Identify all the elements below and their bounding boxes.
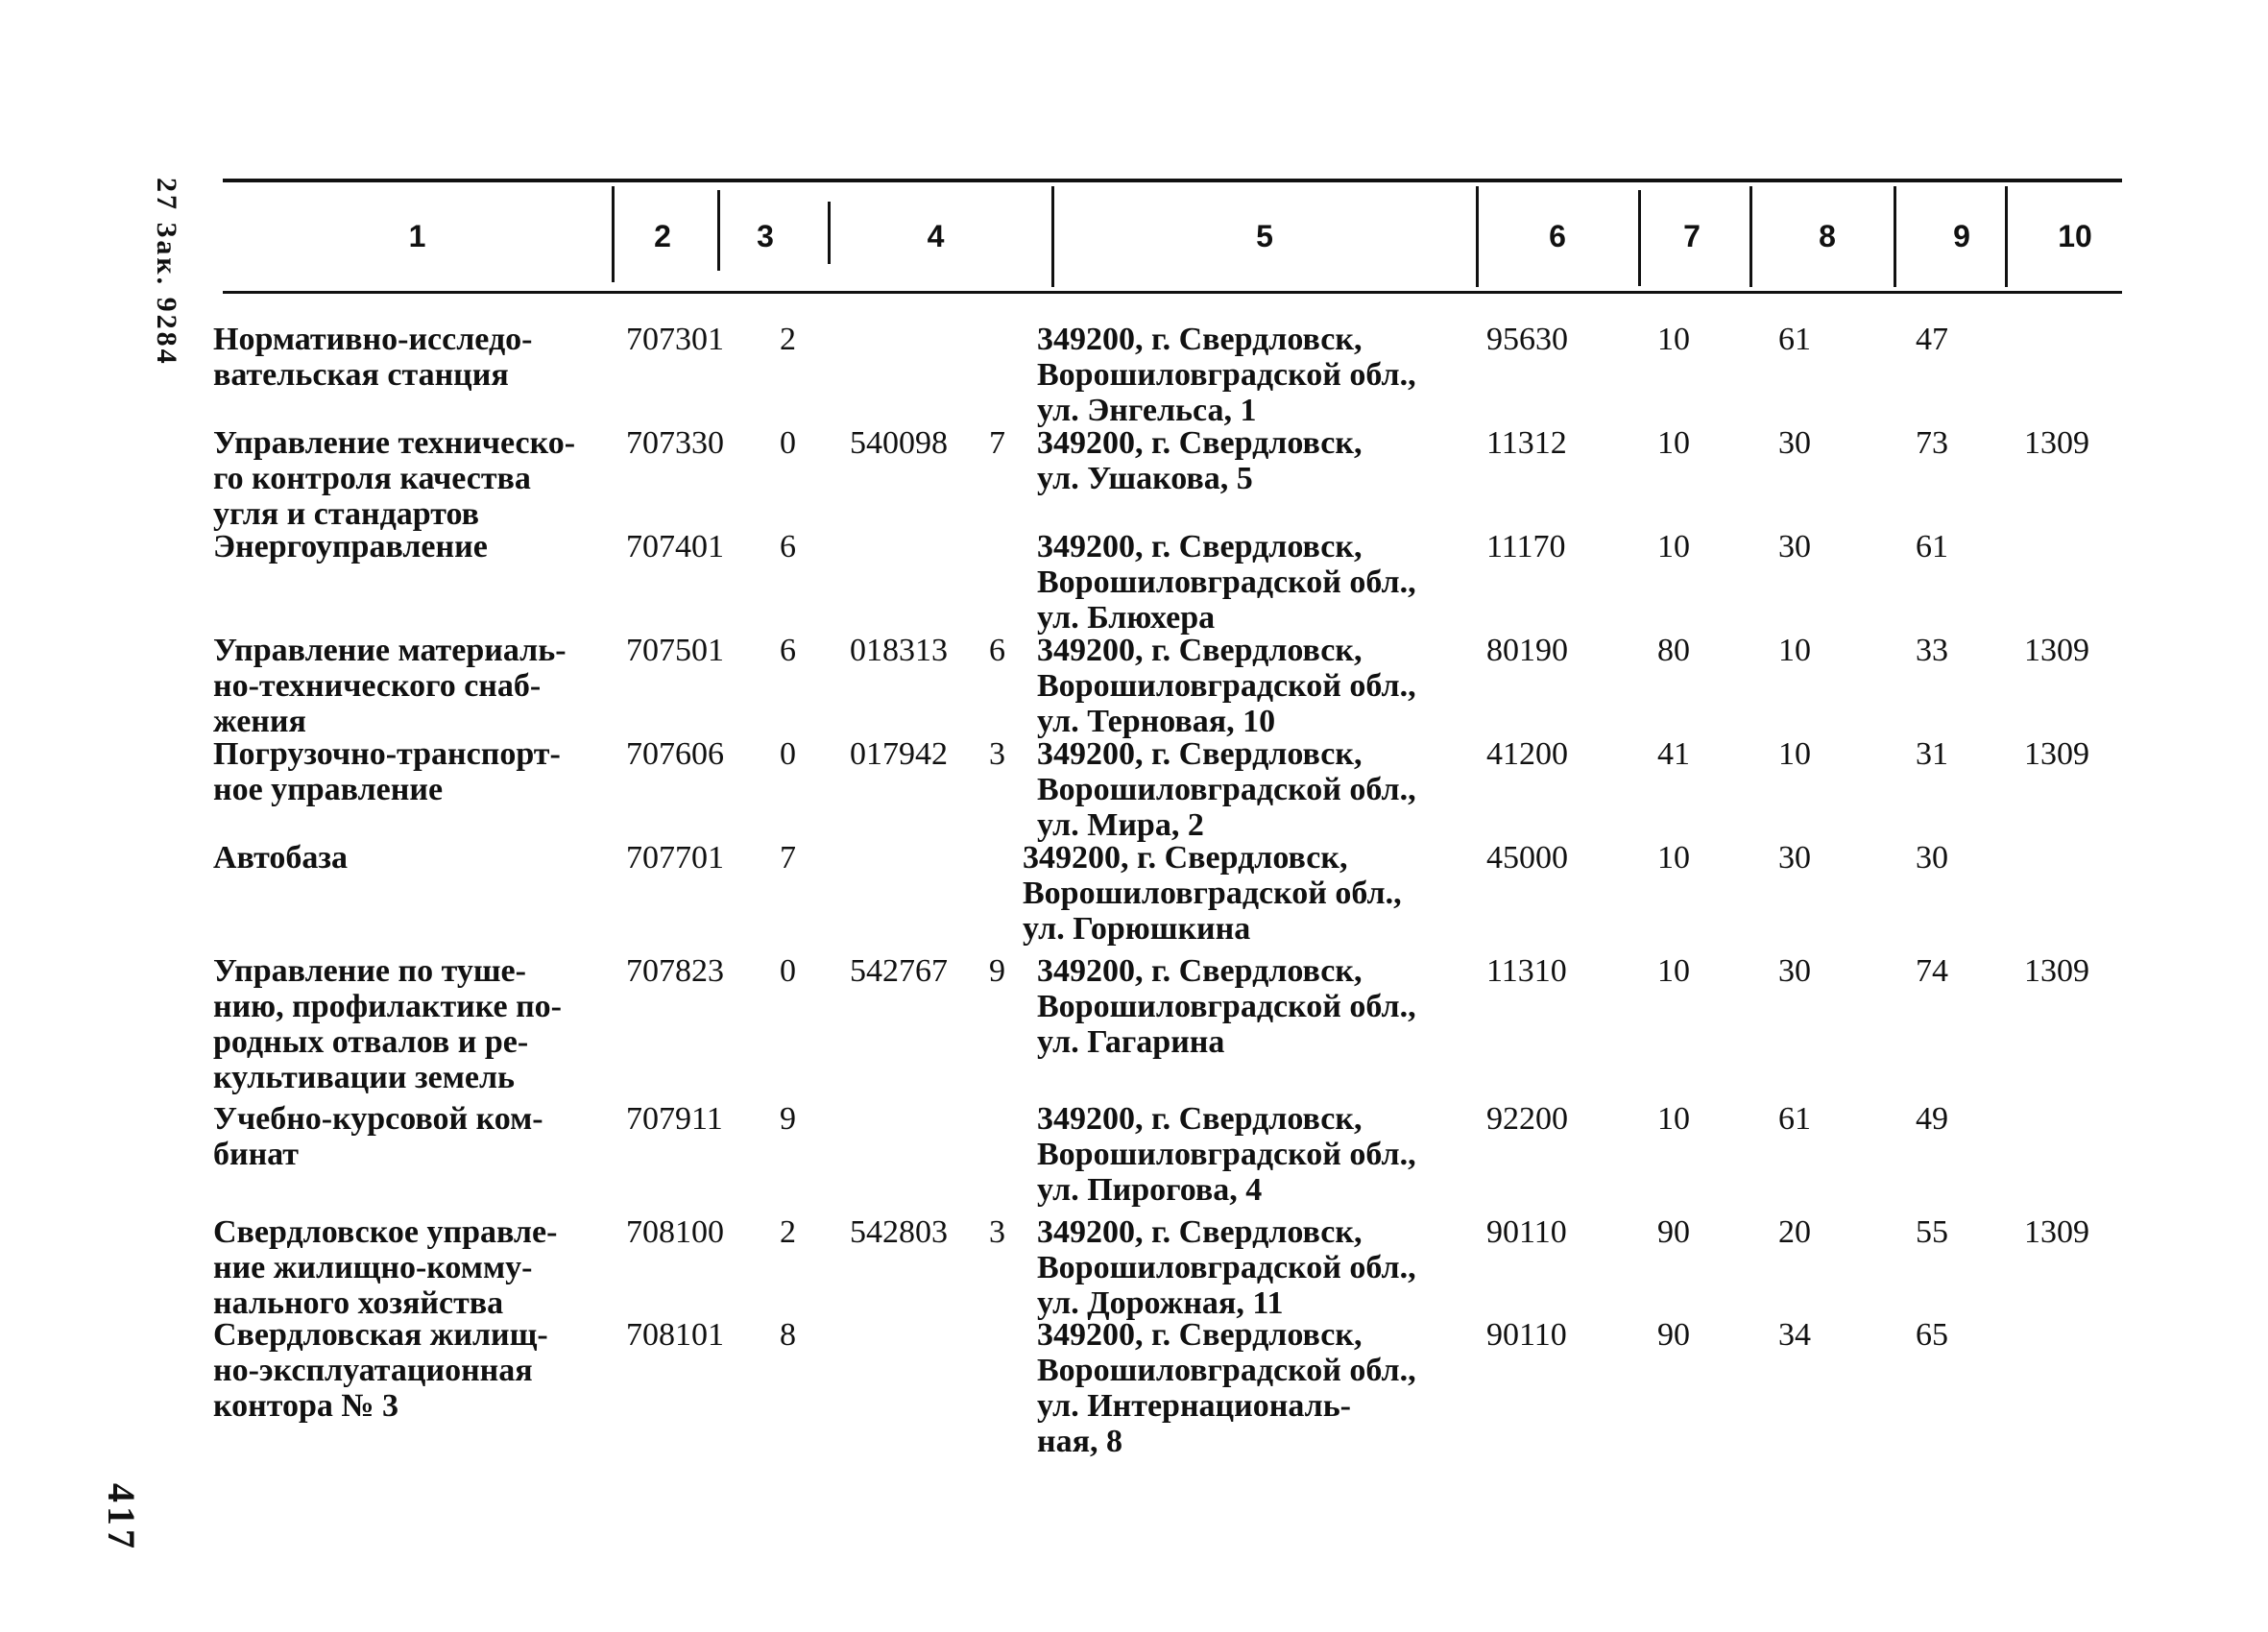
code-column-4: 017942	[850, 736, 948, 772]
address: 349200, г. Свердловск, Ворошиловградской обл., ул. Гагарина	[1037, 953, 1416, 1060]
code-column-8: 61	[1778, 322, 1811, 357]
address: 349200, г. Свердловск, Ворошиловградской обл., ул. Блюхера	[1037, 529, 1416, 636]
code-column-8: 30	[1778, 840, 1811, 876]
header-divider	[828, 202, 831, 264]
code-column-2: 707911	[626, 1101, 723, 1137]
code-column-6: 11170	[1486, 529, 1566, 564]
code-column-2: 708100	[626, 1214, 724, 1250]
header-divider	[1051, 186, 1054, 287]
code-column-4-digit: 7	[989, 425, 1005, 461]
table-row	[0, 1317, 2268, 1461]
header-col-7: 7	[1683, 219, 1701, 253]
organization-name: Нормативно-исследо- вательская станция	[213, 322, 533, 393]
code-column-9: 31	[1916, 736, 1948, 772]
address: 349200, г. Свердловск, Ворошиловградской обл., ул. Мира, 2	[1037, 736, 1416, 843]
code-column-2: 707606	[626, 736, 724, 772]
header-col-8: 8	[1819, 219, 1836, 253]
code-column-6: 45000	[1486, 840, 1568, 876]
code-column-9: 49	[1916, 1101, 1948, 1137]
organization-name: Свердловская жилищ- но-эксплуатационная контора № 3	[213, 1317, 548, 1424]
header-col-9: 9	[1953, 219, 1970, 253]
code-column-7: 10	[1657, 322, 1690, 357]
header-col-1: 1	[408, 219, 426, 253]
code-column-2: 707701	[626, 840, 724, 876]
code-column-8: 30	[1778, 953, 1811, 989]
code-column-4-digit: 9	[989, 953, 1005, 989]
address: 349200, г. Свердловск, ул. Ушакова, 5	[1037, 425, 1363, 496]
code-column-7: 10	[1657, 425, 1690, 461]
code-column-8: 10	[1778, 736, 1811, 772]
header-col-3: 3	[757, 219, 774, 253]
header-divider	[1894, 186, 1896, 287]
address: 349200, г. Свердловск, Ворошиловградской обл., ул. Энгельса, 1	[1037, 322, 1416, 428]
code-column-3: 0	[780, 953, 796, 989]
address: 349200, г. Свердловск, Ворошиловградской обл., ул. Пирогова, 4	[1037, 1101, 1416, 1208]
code-column-2: 708101	[626, 1317, 724, 1353]
code-column-7: 10	[1657, 840, 1690, 876]
code-column-6: 95630	[1486, 322, 1568, 357]
code-column-10: 1309	[2024, 736, 2089, 772]
table-row	[0, 1101, 2268, 1214]
table-row	[0, 840, 2268, 953]
code-column-7: 41	[1657, 736, 1690, 772]
code-column-10: 1309	[2024, 633, 2089, 668]
code-column-4-digit: 6	[989, 633, 1005, 668]
code-column-2: 707301	[626, 322, 724, 357]
code-column-4-digit: 3	[989, 1214, 1005, 1250]
code-column-9: 33	[1916, 633, 1948, 668]
table-row	[0, 633, 2268, 739]
code-column-9: 61	[1916, 529, 1948, 564]
code-column-10: 1309	[2024, 953, 2089, 989]
code-column-8: 34	[1778, 1317, 1811, 1353]
header-col-10: 10	[2058, 219, 2092, 253]
table-row	[0, 322, 2268, 428]
code-column-9: 73	[1916, 425, 1948, 461]
code-column-3: 2	[780, 1214, 796, 1250]
code-column-3: 8	[780, 1317, 796, 1353]
table-row	[0, 425, 2268, 532]
code-column-9: 74	[1916, 953, 1948, 989]
code-column-8: 30	[1778, 529, 1811, 564]
table-row	[0, 1214, 2268, 1321]
code-column-9: 65	[1916, 1317, 1948, 1353]
code-column-6: 80190	[1486, 633, 1568, 668]
header-divider	[2005, 186, 2008, 287]
address: 349200, г. Свердловск, Ворошиловградской обл., ул. Терновая, 10	[1037, 633, 1416, 739]
header-col-2: 2	[654, 219, 671, 253]
code-column-3: 6	[780, 633, 796, 668]
code-column-7: 90	[1657, 1317, 1690, 1353]
code-column-8: 30	[1778, 425, 1811, 461]
header-divider	[1749, 186, 1752, 287]
code-column-3: 7	[780, 840, 796, 876]
organization-name: Управление по туше- нию, профилактике по- родных отвалов и ре- культивации земель	[213, 953, 562, 1095]
code-column-2: 707330	[626, 425, 724, 461]
code-column-3: 0	[780, 736, 796, 772]
table-row	[0, 953, 2268, 1101]
organization-name: Управление техническо- го контроля качества угля и стандартов	[213, 425, 576, 532]
address: 349200, г. Свердловск, Ворошиловградской обл., ул. Дорожная, 11	[1037, 1214, 1416, 1321]
code-column-6: 90110	[1486, 1214, 1567, 1250]
code-column-3: 6	[780, 529, 796, 564]
organization-name: Энергоуправление	[213, 529, 488, 564]
header-col-6: 6	[1549, 219, 1566, 253]
code-column-4: 540098	[850, 425, 948, 461]
code-column-2: 707501	[626, 633, 724, 668]
code-column-6: 41200	[1486, 736, 1568, 772]
code-column-6: 11312	[1486, 425, 1567, 461]
organization-name: Погрузочно-транспорт- ное управление	[213, 736, 561, 807]
header-divider	[1638, 190, 1641, 286]
code-column-7: 10	[1657, 953, 1690, 989]
code-column-9: 55	[1916, 1214, 1948, 1250]
code-column-2: 707401	[626, 529, 724, 564]
organization-name: Управление материаль- но-технического снаб- жения	[213, 633, 567, 739]
table-row	[0, 529, 2268, 636]
header-col-5: 5	[1256, 219, 1273, 253]
code-column-6: 92200	[1486, 1101, 1568, 1137]
order-note: 27 Зак. 9284	[151, 178, 182, 367]
code-column-10: 1309	[2024, 1214, 2089, 1250]
code-column-7: 80	[1657, 633, 1690, 668]
code-column-3: 2	[780, 322, 796, 357]
table-header	[223, 182, 2122, 291]
table-header-rule	[223, 291, 2122, 294]
code-column-6: 90110	[1486, 1317, 1567, 1353]
code-column-7: 10	[1657, 529, 1690, 564]
code-column-2: 707823	[626, 953, 724, 989]
code-column-7: 90	[1657, 1214, 1690, 1250]
header-divider	[612, 186, 615, 282]
page-number: 417	[100, 1483, 143, 1552]
table-row	[0, 736, 2268, 843]
organization-name: Автобаза	[213, 840, 348, 876]
code-column-4: 018313	[850, 633, 948, 668]
code-column-3: 9	[780, 1101, 796, 1137]
header-divider	[717, 190, 720, 271]
code-column-8: 61	[1778, 1101, 1811, 1137]
header-col-4: 4	[927, 219, 945, 253]
code-column-8: 10	[1778, 633, 1811, 668]
code-column-7: 10	[1657, 1101, 1690, 1137]
address: 349200, г. Свердловск, Ворошиловградской обл., ул. Горюшкина	[1023, 840, 1402, 947]
address: 349200, г. Свердловск, Ворошиловградской обл., ул. Интернациональ- ная, 8	[1037, 1317, 1416, 1459]
code-column-9: 30	[1916, 840, 1948, 876]
code-column-3: 0	[780, 425, 796, 461]
code-column-4: 542803	[850, 1214, 948, 1250]
code-column-6: 11310	[1486, 953, 1567, 989]
header-divider	[1476, 186, 1479, 287]
table-body	[0, 322, 2268, 1461]
code-column-4: 542767	[850, 953, 948, 989]
code-column-4-digit: 3	[989, 736, 1005, 772]
code-column-8: 20	[1778, 1214, 1811, 1250]
organization-name: Свердловское управле- ние жилищно-комму- нального хозяйства	[213, 1214, 558, 1321]
organization-name: Учебно-курсовой ком- бинат	[213, 1101, 543, 1172]
code-column-9: 47	[1916, 322, 1948, 357]
code-column-10: 1309	[2024, 425, 2089, 461]
